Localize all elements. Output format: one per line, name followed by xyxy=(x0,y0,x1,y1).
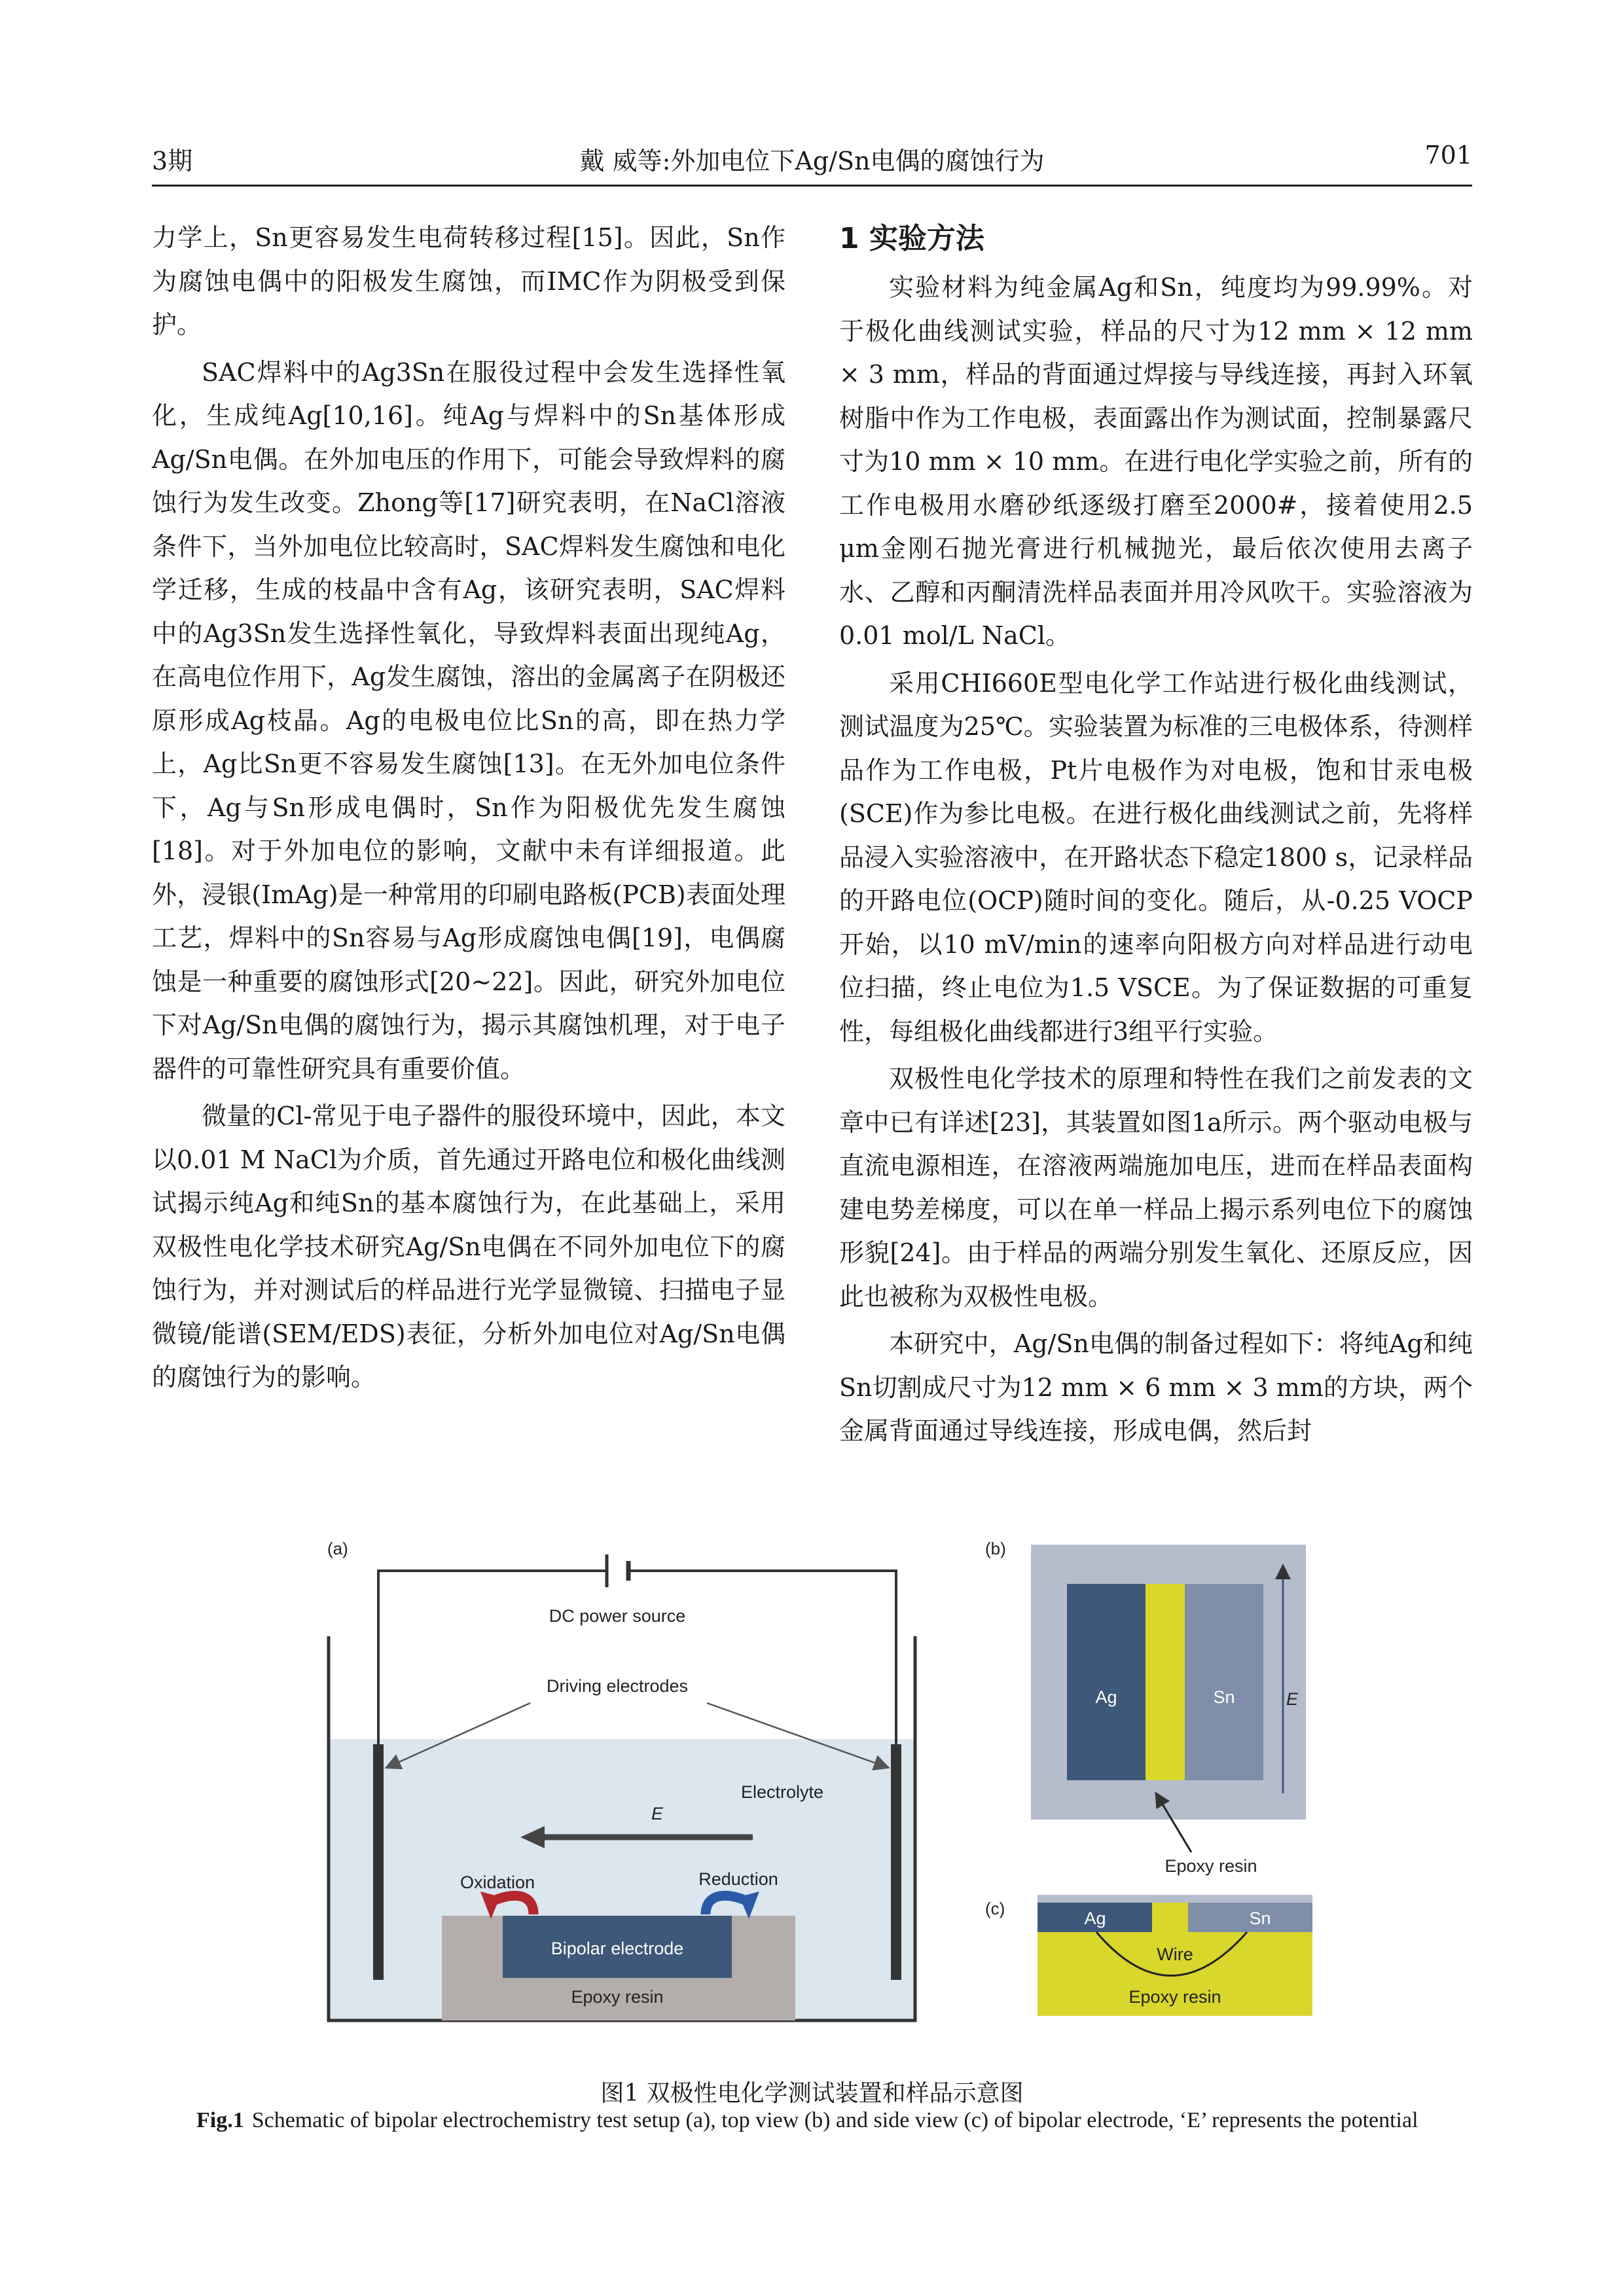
left-column xyxy=(152,216,785,1403)
epoxy-top-c xyxy=(1038,1895,1312,1903)
epoxy-gap-b xyxy=(1146,1584,1185,1780)
figure-caption-en-text: Schematic of bipolar electrochemistry test setup (a), top view (b) and side view (c) of bipolar electrode, ‘E’ represents the potential xyxy=(251,2108,1418,2132)
field-label-a: E xyxy=(651,1804,664,1823)
figure-caption-en xyxy=(196,2104,1440,2137)
paragraph: 双极性电化学技术的原理和特性在我们之前发表的文章中已有详述[23]，其装置如图1a所示。两个驱动电极与直流电源相连，在溶液两端施加电压，进而在样品表面构建电势差梯度，可以在单一样品上揭示系列电位下的腐蚀形貌[24]。由于样品的两端分别发生氧化、还原反应，因此也被称为双极性电极。 xyxy=(839,1064,1473,1311)
running-header xyxy=(152,134,1472,180)
circuit-wire-left xyxy=(378,1571,607,1744)
sn-label-c: Sn xyxy=(1249,1909,1271,1928)
paragraph: 微量的Cl-常见于电子器件的服役环境中，因此，本文以0.01 M NaCl为介质，首先通过开路电位和极化曲线测试揭示纯Ag和纯Sn的基本腐蚀行为，在此基础上，采用双极性电化学技术研究Ag/Sn电偶在不同外加电位下的腐蚀行为，并对测试后的样品进行光学显微镜、扫描电子显微镜/能谱(SEM/EDS)表征，分析外加电位对Ag/Sn电偶的腐蚀行为的影响。 xyxy=(152,1102,785,1391)
reduction-label: Reduction xyxy=(698,1869,778,1889)
field-label-b: E xyxy=(1286,1689,1299,1709)
driving-electrode-left xyxy=(373,1744,384,1980)
section-heading: 1 实验方法 xyxy=(839,222,984,255)
issue-number: 3期 xyxy=(152,147,193,175)
bipolar-electrode-label: Bipolar electrode xyxy=(550,1939,684,1958)
panel-a-label: (a) xyxy=(327,1539,348,1558)
paragraph: 实验材料为纯金属Ag和Sn，纯度均为99.99%。对于极化曲线测试实验，样品的尺寸为12 mm × 12 mm × 3 mm，样品的背面通过焊接与导线连接，再封入环氧树脂中作为工作电极，表面露出作为测试面，控制暴露尺寸为10 mm × 10 mm。在进行电化学实验之前，所有的工作电极用水磨砂纸逐级打磨至2000#，接着使用2.5 μm金刚石抛光膏进行机械抛光，最后依次使用去离子水、乙醇和丙酮清洗样品表面并用冷风吹干。实验溶液为0.01 mol/L NaCl。 xyxy=(839,273,1473,650)
ag-label-c: Ag xyxy=(1084,1909,1106,1928)
page-number: 701 xyxy=(1424,141,1472,170)
electrolyte-label: Electrolyte xyxy=(741,1782,824,1802)
driving-electrodes-label: Driving electrodes xyxy=(546,1676,689,1696)
ag-label-b: Ag xyxy=(1095,1687,1117,1707)
right-column xyxy=(839,216,1473,1457)
sn-block-b xyxy=(1185,1584,1263,1780)
epoxy-label-b: Epoxy resin xyxy=(1164,1856,1257,1876)
driving-electrode-right xyxy=(891,1744,901,1980)
paragraph: 力学上，Sn更容易发生电荷转移过程[15]。因此，Sn作为腐蚀电偶中的阳极发生腐蚀，而IMC作为阴极受到保护。 xyxy=(152,223,785,339)
panel-b-label: (b) xyxy=(985,1539,1006,1558)
sn-label-b: Sn xyxy=(1213,1687,1235,1707)
figure-caption-cn: 图1 双极性电化学测试装置和样品示意图 xyxy=(600,2080,1024,2107)
panel-b xyxy=(985,1539,1306,1876)
running-title: 戴 威等:外加电位下Ag/Sn电偶的腐蚀行为 xyxy=(579,147,1045,175)
figure-1-svg xyxy=(301,1518,1322,2062)
epoxy-label-c: Epoxy resin xyxy=(1128,1987,1221,2007)
panel-c xyxy=(985,1895,1312,2016)
panel-a xyxy=(327,1539,915,2020)
circuit-wire-right xyxy=(628,1571,896,1744)
figure-1 xyxy=(301,1518,1322,2062)
epoxy-label-a: Epoxy resin xyxy=(571,1987,664,2007)
figure-caption-en-label: Fig.1 xyxy=(196,2108,244,2132)
paragraph: 本研究中，Ag/Sn电偶的制备过程如下：将纯Ag和纯Sn切割成尺寸为12 mm × 6 mm × 3 mm的方块，两个金属背面通过导线连接，形成电偶，然后封 xyxy=(839,1329,1473,1445)
wire-label: Wire xyxy=(1157,1945,1193,1964)
panel-c-label: (c) xyxy=(985,1899,1005,1918)
paragraph: 采用CHI660E型电化学工作站进行极化曲线测试，测试温度为25℃。实验装置为标准的三电极体系，待测样品作为工作电极，Pt片电极作为对电极，饱和甘汞电极(SCE)作为参比电极。在进行极化曲线测试之前，先将样品浸入实验溶液中，在开路状态下稳定1800 s，记录样品的开路电位(OCP)随时间的变化。随后，从-0.25 VOCP开始，以10 mV/min的速率向阳极方向对样品进行动电位扫描，终止电位为1.5 VSCE。为了保证数据的可重复性，每组极化曲线都进行3组平行实验。 xyxy=(839,668,1473,1046)
oxidation-label: Oxidation xyxy=(460,1873,535,1892)
ag-block-b xyxy=(1067,1584,1146,1780)
header-rule xyxy=(152,185,1472,187)
paragraph: SAC焊料中的Ag3Sn在服役过程中会发生选择性氧化，生成纯Ag[10,16]。纯Ag与焊料中的Sn基体形成Ag/Sn电偶。在外加电压的作用下，可能会导致焊料的腐蚀行为发生改变。Zhong等[17]研究表明，在NaCl溶液条件下，当外加电位比较高时，SAC焊料发生腐蚀和电化学迁移，生成的枝晶中含有Ag，该研究表明，SAC焊料中的Ag3Sn发生选择性氧化，导致焊料表面出现纯Ag，在高电位作用下，Ag发生腐蚀，溶出的金属离子在阴极还原形成Ag枝晶。Ag的电极电位比Sn的高，即在热力学上，Ag比Sn更不容易发生腐蚀[13]。在无外加电位条件下，Ag与Sn形成电偶时，Sn作为阳极优先发生腐蚀[18]。对于外加电位的影响，文献中未有详细报道。此外，浸银(ImAg)是一种常用的印刷电路板(PCB)表面处理工艺，焊料中的Sn容易与Ag形成腐蚀电偶[19]，电偶腐蚀是一种重要的腐蚀形式[20~22]。因此，研究外加电位下对Ag/Sn电偶的腐蚀行为，揭示其腐蚀机理，对于电子器件的可靠性研究具有重要价值。 xyxy=(152,357,785,1083)
dc-source-label: DC power source xyxy=(549,1606,686,1626)
